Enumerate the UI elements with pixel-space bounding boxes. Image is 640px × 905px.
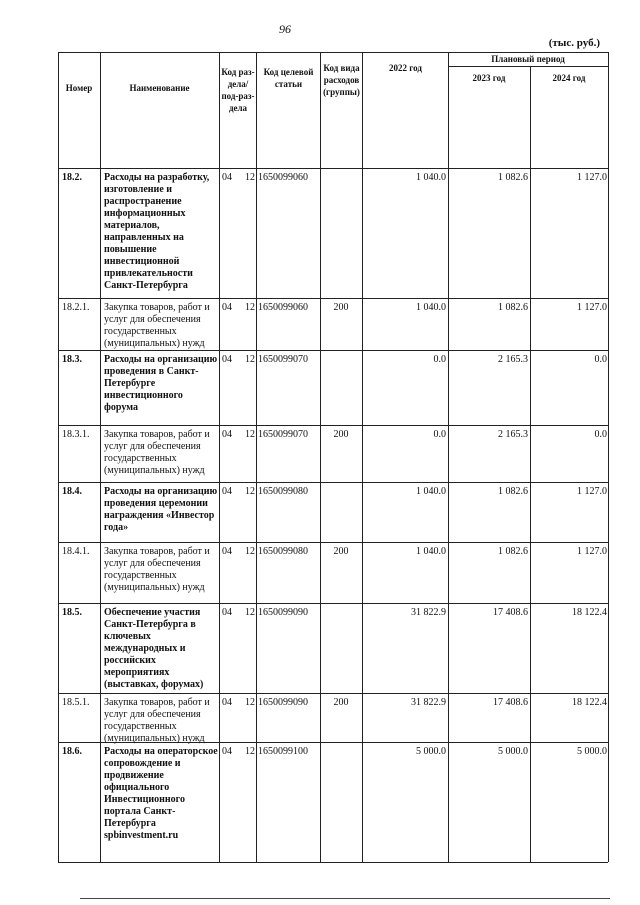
row-section: 04 bbox=[222, 486, 232, 497]
row-expense-type: 200 bbox=[333, 302, 349, 313]
row-value-2023: 2 165.3 bbox=[498, 354, 528, 365]
row-value-2024: 1 127.0 bbox=[577, 546, 607, 557]
row-value-2023: 17 408.6 bbox=[493, 697, 528, 708]
header-2024: 2024 год bbox=[552, 73, 586, 83]
row-value-2022: 1 040.0 bbox=[416, 302, 446, 313]
row-value-2024: 1 127.0 bbox=[577, 486, 607, 497]
row-section: 04 bbox=[222, 354, 232, 365]
row-value-2023: 2 165.3 bbox=[498, 429, 528, 440]
row-target-code: 1650099080 bbox=[258, 486, 308, 497]
header-number: Номер bbox=[65, 83, 93, 93]
row-number: 18.4. bbox=[62, 486, 82, 497]
row-subsection: 12 bbox=[245, 354, 255, 365]
row-value-2023: 1 082.6 bbox=[498, 172, 528, 183]
row-value-2023: 1 082.6 bbox=[498, 546, 528, 557]
column-rule bbox=[362, 52, 363, 862]
row-value-2024: 18 122.4 bbox=[572, 697, 607, 708]
column-rule bbox=[320, 52, 321, 862]
row-value-2023: 1 082.6 bbox=[498, 486, 528, 497]
row-subsection: 12 bbox=[245, 172, 255, 183]
row-number: 18.5. bbox=[62, 607, 82, 618]
row-number: 18.6. bbox=[62, 746, 82, 757]
row-subsection: 12 bbox=[245, 697, 255, 708]
row-expense-type: 200 bbox=[333, 429, 349, 440]
row-number: 18.2.1. bbox=[62, 302, 90, 313]
row-value-2024: 1 127.0 bbox=[577, 302, 607, 313]
row-target-code: 1650099090 bbox=[258, 697, 308, 708]
row-name: Закупка товаров, работ и услуг для обеспечения государственных (муниципальных) нужд bbox=[104, 697, 210, 744]
row-number: 18.3.1. bbox=[62, 429, 90, 440]
row-value-2023: 1 082.6 bbox=[498, 302, 528, 313]
table-rule bbox=[58, 168, 608, 169]
unit-label: (тыс. руб.) bbox=[548, 37, 600, 49]
column-rule bbox=[58, 52, 59, 862]
row-target-code: 1650099070 bbox=[258, 354, 308, 365]
row-subsection: 12 bbox=[245, 746, 255, 757]
row-value-2023: 5 000.0 bbox=[498, 746, 528, 757]
row-name: Расходы на организацию проведения в Санкт-Петербурге инвестиционного форума bbox=[104, 354, 218, 413]
row-number: 18.4.1. bbox=[62, 546, 90, 557]
row-value-2024: 5 000.0 bbox=[577, 746, 607, 757]
row-value-2022: 5 000.0 bbox=[416, 746, 446, 757]
row-target-code: 1650099090 bbox=[258, 607, 308, 618]
column-rule bbox=[530, 66, 531, 862]
row-name: Расходы на операторское сопровождение и продвижение официального Инвестиционного портала Санкт-Петербурга spbinvestment.ru bbox=[104, 746, 218, 841]
row-value-2024: 0.0 bbox=[594, 429, 607, 440]
row-value-2022: 31 822.9 bbox=[411, 607, 446, 618]
header-target: Код целевой статьи bbox=[263, 67, 314, 89]
row-value-2024: 1 127.0 bbox=[577, 172, 607, 183]
table-rule bbox=[58, 350, 608, 351]
column-rule bbox=[256, 52, 257, 862]
table-rule bbox=[58, 603, 608, 604]
row-subsection: 12 bbox=[245, 302, 255, 313]
row-target-code: 1650099100 bbox=[258, 746, 308, 757]
row-name: Закупка товаров, работ и услуг для обеспечения государственных (муниципальных) нужд bbox=[104, 429, 210, 476]
row-subsection: 12 bbox=[245, 486, 255, 497]
row-section: 04 bbox=[222, 746, 232, 757]
row-value-2024: 18 122.4 bbox=[572, 607, 607, 618]
row-subsection: 12 bbox=[245, 546, 255, 557]
row-value-2022: 0.0 bbox=[433, 429, 446, 440]
row-name: Расходы на организацию проведения церемонии награждения «Инвестор года» bbox=[104, 486, 218, 533]
row-target-code: 1650099060 bbox=[258, 302, 308, 313]
table-rule bbox=[58, 425, 608, 426]
row-value-2022: 0.0 bbox=[433, 354, 446, 365]
row-name: Закупка товаров, работ и услуг для обеспечения государственных (муниципальных) нужд bbox=[104, 302, 210, 349]
row-name: Обеспечение участия Санкт-Петербурга в ключевых международных и российских мероприятиях (выставках, форумах) bbox=[104, 607, 204, 690]
table-rule bbox=[58, 298, 608, 299]
row-section: 04 bbox=[222, 546, 232, 557]
row-number: 18.2. bbox=[62, 172, 82, 183]
row-name: Закупка товаров, работ и услуг для обеспечения государственных (муниципальных) нужд bbox=[104, 546, 210, 593]
column-rule bbox=[100, 52, 101, 862]
bottom-divider bbox=[80, 898, 610, 899]
row-value-2022: 31 822.9 bbox=[411, 697, 446, 708]
header-name: Наименование bbox=[129, 83, 190, 93]
header-section: Код раз-дела/ под-раз-дела bbox=[221, 67, 255, 113]
header-planned-period: Плановый период bbox=[491, 54, 565, 64]
row-subsection: 12 bbox=[245, 429, 255, 440]
row-name: Расходы на разработку, изготовление и распространение информационных материалов, направленных на повышение инвестиционной привлекательности Санкт-Петербурга bbox=[104, 172, 210, 291]
row-section: 04 bbox=[222, 697, 232, 708]
table-rule bbox=[58, 862, 608, 863]
page-number: 96 bbox=[279, 22, 291, 36]
header-2023: 2023 год bbox=[472, 73, 506, 83]
row-value-2022: 1 040.0 bbox=[416, 172, 446, 183]
header-expense-type: Код вида расходов (группы) bbox=[323, 63, 360, 97]
row-value-2024: 0.0 bbox=[594, 354, 607, 365]
header-2022: 2022 год bbox=[389, 63, 422, 73]
row-expense-type: 200 bbox=[333, 697, 349, 708]
row-value-2022: 1 040.0 bbox=[416, 546, 446, 557]
column-rule bbox=[219, 52, 220, 862]
column-rule bbox=[448, 52, 449, 862]
row-section: 04 bbox=[222, 429, 232, 440]
row-target-code: 1650099060 bbox=[258, 172, 308, 183]
row-value-2023: 17 408.6 bbox=[493, 607, 528, 618]
row-target-code: 1650099070 bbox=[258, 429, 308, 440]
table-rule bbox=[448, 66, 608, 67]
row-value-2022: 1 040.0 bbox=[416, 486, 446, 497]
row-section: 04 bbox=[222, 302, 232, 313]
table-rule bbox=[58, 693, 608, 694]
row-section: 04 bbox=[222, 172, 232, 183]
row-number: 18.3. bbox=[62, 354, 82, 365]
row-section: 04 bbox=[222, 607, 232, 618]
row-number: 18.5.1. bbox=[62, 697, 90, 708]
row-target-code: 1650099080 bbox=[258, 546, 308, 557]
row-subsection: 12 bbox=[245, 607, 255, 618]
column-rule bbox=[608, 52, 609, 862]
table-rule bbox=[58, 482, 608, 483]
row-expense-type: 200 bbox=[333, 546, 349, 557]
table-rule bbox=[58, 542, 608, 543]
